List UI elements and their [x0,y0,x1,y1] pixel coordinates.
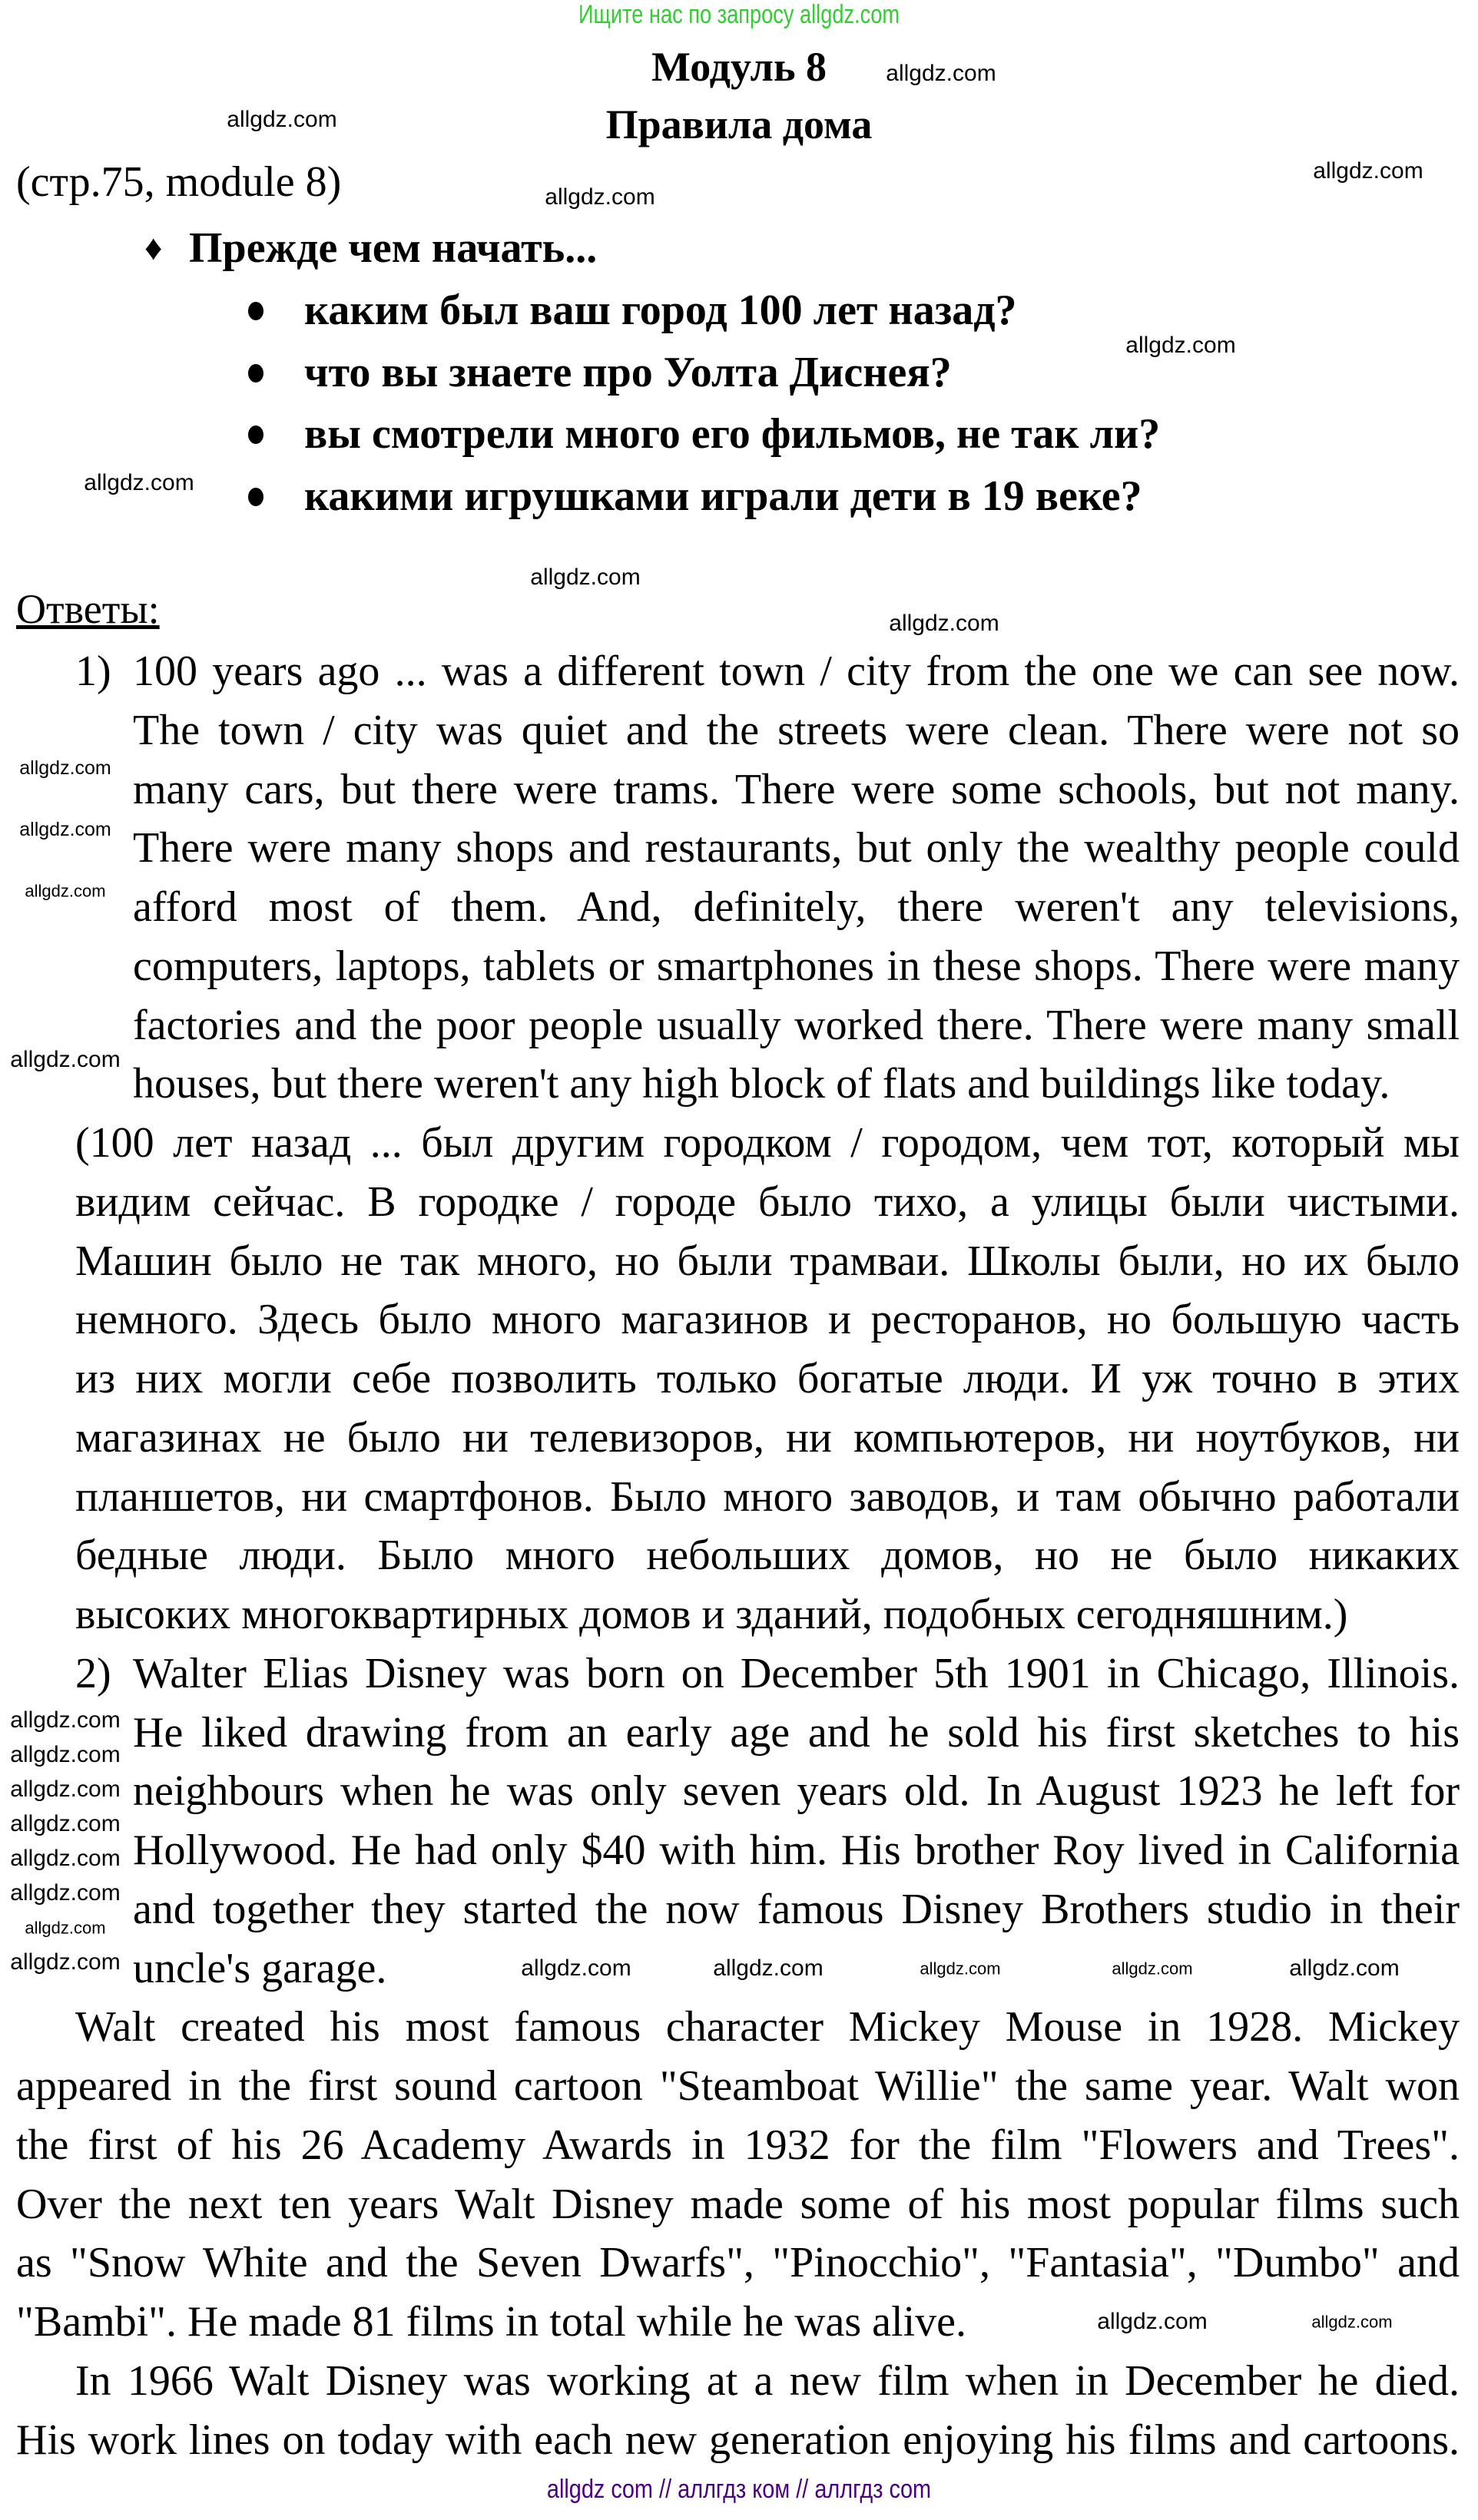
question-item: вы смотрели много его фильмов, не так ли? [304,410,1161,458]
text-line: "Bambi". He made 81 films in total while he was alive. [16,2298,967,2346]
text-line: Машин было не так много, но были трамваи. Школы были, но их было [75,1237,1460,1285]
text-line: neighbours when he was only seven years old. In August 1923 he left for [133,1767,1460,1816]
watermark: allgdz.com [19,819,111,840]
watermark: allgdz.com [10,1777,121,1802]
text-line: afford most of them. And, definitely, there weren't any televisions, [133,883,1460,931]
text-line: appeared in the first sound cartoon "Steamboat Willie" the same year. Walt won [16,2062,1460,2110]
footer-links: allgdz com // аллгдз ком // аллгдз com [546,2475,932,2504]
watermark: allgdz.com [10,1707,121,1733]
text-line: as "Snow White and the Seven Dwarfs", "Pinocchio", "Fantasia", "Dumbo" and [16,2239,1460,2287]
watermark: allgdz.com [25,881,106,901]
answer-1-number: 1) [75,647,111,695]
watermark: allgdz.com [19,757,111,779]
text-line: many cars, but there were trams. There were some schools, but not many. [133,765,1460,813]
diamond-bullet-icon: ♦ [144,228,163,267]
text-line: He liked drawing from an early age and he sold his first sketches to his [133,1708,1460,1757]
watermark: allgdz.com [10,1047,121,1072]
text-line: computers, laptops, tablets or smartphones in these shops. There were many [133,942,1460,990]
text-line: uncle's garage. [133,1944,387,1992]
watermark: allgdz.com [530,565,641,590]
watermark: allgdz.com [84,470,194,495]
text-line: Walt created his most famous character Mickey Mouse in 1928. Mickey [75,2003,1460,2051]
text-line: His work lines on today with each new generation enjoying his films and cartoons. [16,2416,1460,2464]
watermark: allgdz.com [713,1955,824,1981]
watermark: allgdz.com [10,1949,121,1975]
question-item: какими игрушками играли дети в 19 веке? [304,472,1142,520]
watermark: allgdz.com [10,1811,121,1836]
answers-label: Ответы: [16,586,160,632]
question-item: каким был ваш город 100 лет назад? [304,286,1017,334]
text-line: (100 лет назад ... был другим городком / городом, чем тот, который мы [75,1119,1460,1167]
text-line: Over the next ten years Walt Disney made some of his most popular films such [16,2180,1460,2228]
bullet-icon [248,488,263,506]
top-search-note: Ищите нас по запросу allgdz.com [578,0,900,29]
text-line: the first of his 26 Academy Awards in 1932 for the film "Flowers and Trees". [16,2121,1460,2169]
text-line: The town / city was quiet and the streets were clean. There were not so [133,706,1460,754]
watermark: allgdz.com [521,1955,631,1981]
text-line: видим сейчас. В городке / городе было тихо, а улицы были чистыми. [75,1177,1460,1226]
watermark: allgdz.com [1311,2312,1393,2332]
text-line: Walter Elias Disney was born on December 5th 1901 in Chicago, Illinois. [133,1649,1460,1697]
before-start-heading: Прежде чем начать... [189,224,598,272]
text-line: Hollywood. He had only $40 with him. His brother Roy lived in California [133,1826,1460,1874]
text-line: and together they started the now famous Disney Brothers studio in their [133,1885,1460,1933]
text-line: из них могли себе позволить только богатые люди. И уж точно в этих [75,1355,1460,1402]
question-item: что вы знаете про Уолта Диснея? [304,349,952,396]
text-line: планшетов, ни смартфонов. Было много заводов, и там обычно работали [75,1472,1460,1521]
bullet-icon [248,426,263,444]
watermark: allgdz.com [25,1918,106,1938]
watermark: allgdz.com [545,184,655,210]
text-line: There were many shops and restaurants, but only the wealthy people could [133,824,1460,873]
watermark: allgdz.com [1313,158,1423,184]
watermark: allgdz.com [10,1742,121,1767]
watermark: allgdz.com [1097,2309,1208,2334]
watermark: allgdz.com [10,1880,121,1906]
watermark: allgdz.com [1125,333,1236,358]
module-subtitle: Правила дома [605,101,873,147]
watermark: allgdz.com [889,611,999,636]
watermark: allgdz.com [886,61,996,86]
text-line: бедные люди. Было много небольших домов, но не было никаких [75,1532,1460,1580]
text-line: высоких многоквартирных домов и зданий, подобных сегодняшним.) [75,1591,1348,1638]
text-line: магазинах не было ни телевизоров, ни компьютеров, ни ноутбуков, ни [75,1413,1460,1462]
watermark: allgdz.com [10,1846,121,1871]
watermark: allgdz.com [1112,1959,1193,1979]
text-line: houses, but there weren't any high block of flats and buildings like today. [133,1060,1390,1108]
text-line: немного. Здесь было много магазинов и ресторанов, но большую часть [75,1296,1460,1344]
text-line: factories and the poor people usually worked there. There were many small [133,1001,1460,1049]
text-line: In 1966 Walt Disney was working at a new film when in December he died. [75,2356,1460,2405]
watermark: allgdz.com [920,1959,1001,1979]
text-line: 100 years ago ... was a different town / city from the one we can see now. [133,647,1460,695]
page-reference: (стр.75, module 8) [16,158,342,206]
answer-2-number: 2) [75,1650,111,1697]
bullet-icon [248,364,263,382]
watermark: allgdz.com [1289,1955,1400,1981]
watermark: allgdz.com [227,107,337,132]
module-title: Модуль 8 [651,44,827,90]
bullet-icon [248,302,263,320]
